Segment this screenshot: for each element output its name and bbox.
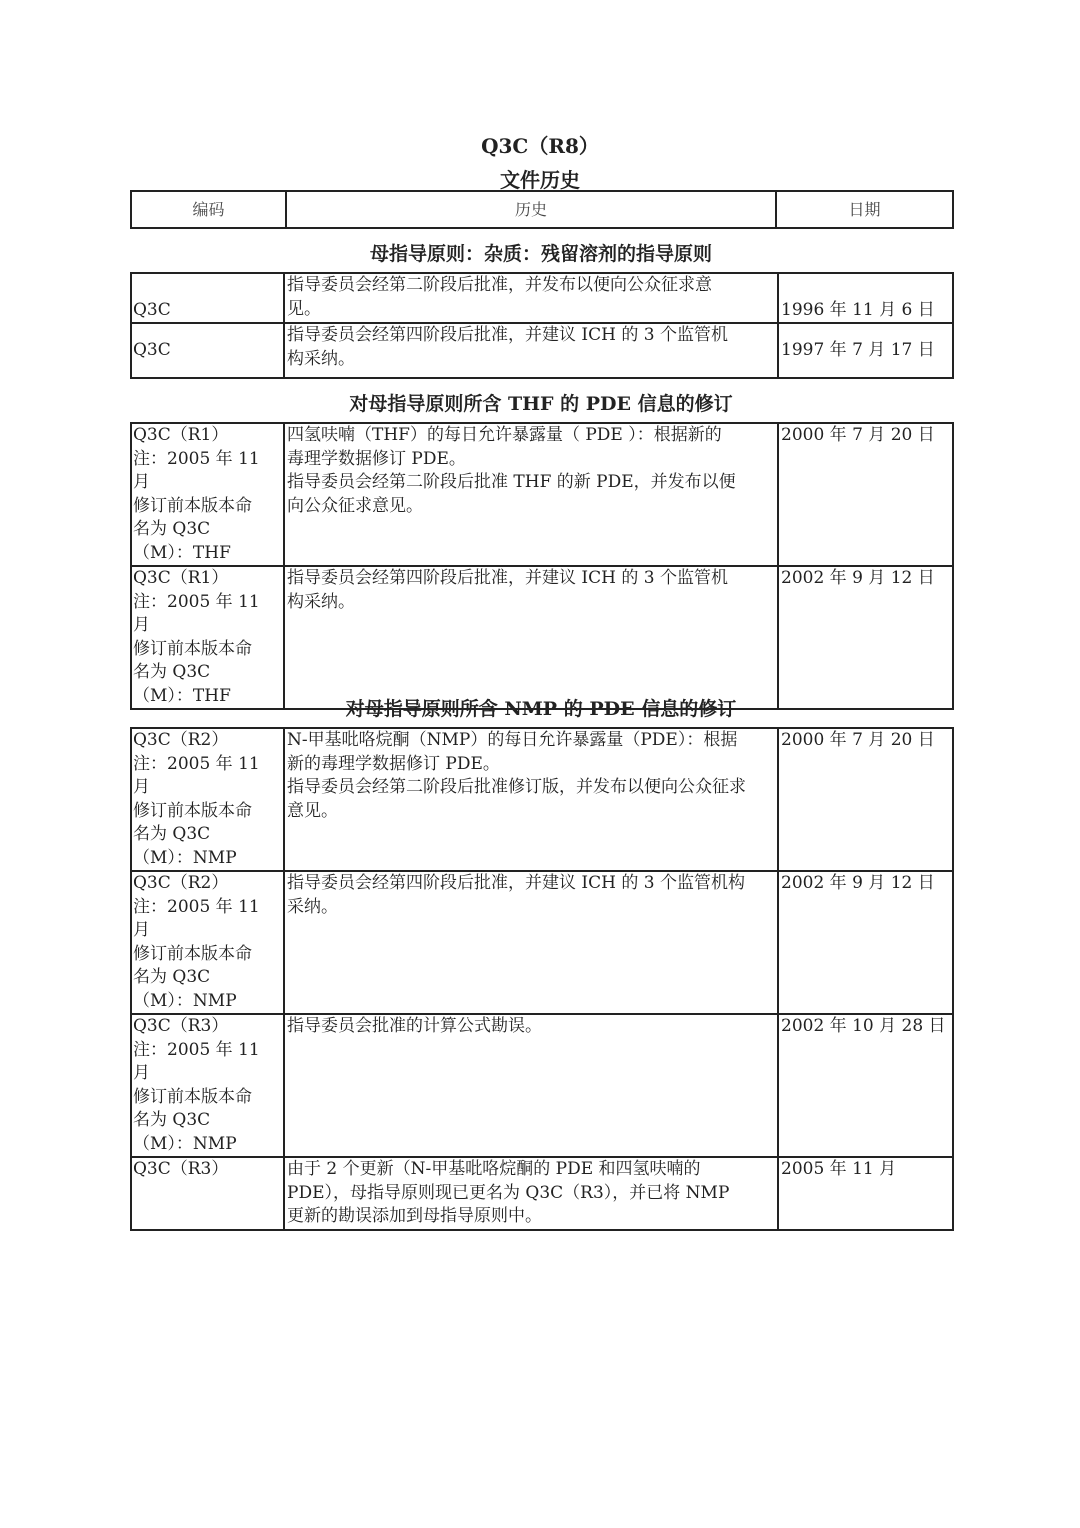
code-cell [131,323,284,378]
date-text: 2002 年 10 月 28 日 [781,1016,946,1036]
code-cell [131,566,284,709]
code-cell [131,1157,284,1230]
code-line: 名为 Q3C [133,1110,211,1130]
history-line: 构采纳。 [287,591,355,612]
code-line: 注：2005 年 11 月 [133,753,260,797]
history-line: 指导委员会经第二阶段后批准修订版，并发布以便向公众征求 [287,777,746,797]
history-line: 见。 [287,298,321,319]
document-title: Q3C（R8） [481,134,599,158]
history-cell [284,871,778,1014]
history-line: 指导委员会经第二阶段后批准 THF 的新 PDE，并发布以便 [287,472,736,492]
code-line: （M）：THF [133,542,231,563]
date-cell [778,423,953,566]
code-line: 名为 Q3C [133,519,211,539]
table-row [131,323,953,378]
header-date: 日期 [776,191,953,228]
section-table [130,272,954,379]
history-line: PDE），母指导原则现已更名为 Q3C（R3），并已将 NMP [287,1182,730,1203]
code-cell [131,1014,284,1157]
header-code: 编码 [131,191,286,228]
date-text: 2000 年 7 月 20 日 [781,730,935,750]
code-line: （M）：THF [133,685,231,706]
code-line: 注：2005 年 11 月 [133,1039,260,1083]
code-line: 修订前本版本命 [133,638,252,659]
code-line: 修订前本版本命 [133,800,252,821]
history-cell [284,423,778,566]
table-row [131,566,953,709]
history-line: 由于 2 个更新（N-甲基吡咯烷酮的 PDE 和四氢呋喃的 [287,1159,701,1179]
history-cell [284,1157,778,1230]
section-title: 母指导原则：杂质：残留溶剂的指导原则 [369,243,712,265]
history-cell [284,273,778,323]
date-cell [778,871,953,1014]
code-line: 名为 Q3C [133,662,211,682]
date-text: 1997 年 7 月 17 日 [781,339,935,360]
date-text: 2005 年 11 月 [781,1159,897,1179]
history-cell [284,566,778,709]
section-title: 对母指导原则所含 THF 的 PDE 信息的修订 [349,393,733,415]
history-line: 指导委员会经第四阶段后批准，并建议 ICH 的 3 个监管机 [287,325,728,345]
history-cell [284,323,778,378]
code-line: Q3C [133,339,171,360]
header-row [131,191,953,228]
code-line: Q3C（R1） [133,425,229,445]
code-line: （M）：NMP [133,847,237,868]
code-line: 注：2005 年 11 月 [133,591,260,635]
section-table [130,727,954,1231]
code-cell [131,273,284,323]
date-text: 2000 年 7 月 20 日 [781,425,935,445]
history-line: N-甲基吡咯烷酮（NMP）的每日允许暴露量（PDE）：根据 [287,730,738,750]
header-history: 历史 [286,191,776,228]
code-line: 修订前本版本命 [133,495,252,516]
date-cell [778,566,953,709]
code-cell [131,871,284,1014]
history-header-table [130,190,954,229]
history-line: 指导委员会经第二阶段后批准，并发布以便向公众征求意 [287,275,712,295]
history-line: 毒理学数据修订 PDE。 [287,448,466,469]
code-cell [131,423,284,566]
code-line: Q3C（R3） [133,1016,229,1036]
code-line: 修订前本版本命 [133,943,252,964]
history-line: 新的毒理学数据修订 PDE。 [287,753,500,774]
code-line: 注：2005 年 11 月 [133,896,260,940]
date-text: 1996 年 11 月 6 日 [781,299,935,320]
date-cell [778,1014,953,1157]
table-row [131,1157,953,1230]
code-line: Q3C [133,299,171,320]
code-line: 修订前本版本命 [133,1086,252,1107]
code-line: 注：2005 年 11 月 [133,448,260,492]
date-cell [778,1157,953,1230]
code-line: （M）：NMP [133,990,237,1011]
history-line: 指导委员会经第四阶段后批准，并建议 ICH 的 3 个监管机构 [287,873,745,893]
history-line: 向公众征求意见。 [287,495,423,516]
section-title: 对母指导原则所含 NMP 的 PDE 信息的修订 [345,698,737,720]
date-text: 2002 年 9 月 12 日 [781,873,935,893]
history-line: 意见。 [287,800,338,821]
date-text: 2002 年 9 月 12 日 [781,568,935,588]
code-line: （M）：NMP [133,1133,237,1154]
document-subtitle: 文件历史 [500,168,580,192]
history-cell [284,728,778,871]
table-row [131,728,953,871]
history-line: 更新的勘误添加到母指导原则中。 [287,1206,542,1226]
code-line: Q3C（R2） [133,730,229,750]
date-cell [778,273,953,323]
code-line: Q3C（R3） [133,1159,229,1179]
history-line: 指导委员会批准的计算公式勘误。 [287,1016,542,1036]
code-line: Q3C（R2） [133,873,229,893]
table-row [131,871,953,1014]
code-line: 名为 Q3C [133,824,211,844]
history-line: 构采纳。 [287,348,355,369]
code-line: 名为 Q3C [133,967,211,987]
date-cell [778,323,953,378]
date-cell [778,728,953,871]
section-table [130,422,954,710]
table-row [131,423,953,566]
history-cell [284,1014,778,1157]
history-line: 指导委员会经第四阶段后批准，并建议 ICH 的 3 个监管机 [287,568,728,588]
code-line: Q3C（R1） [133,568,229,588]
code-cell [131,728,284,871]
table-row [131,1014,953,1157]
history-line: 四氢呋喃（THF）的每日允许暴露量（ PDE ）：根据新的 [287,425,722,445]
table-row [131,273,953,323]
history-line: 采纳。 [287,896,338,917]
